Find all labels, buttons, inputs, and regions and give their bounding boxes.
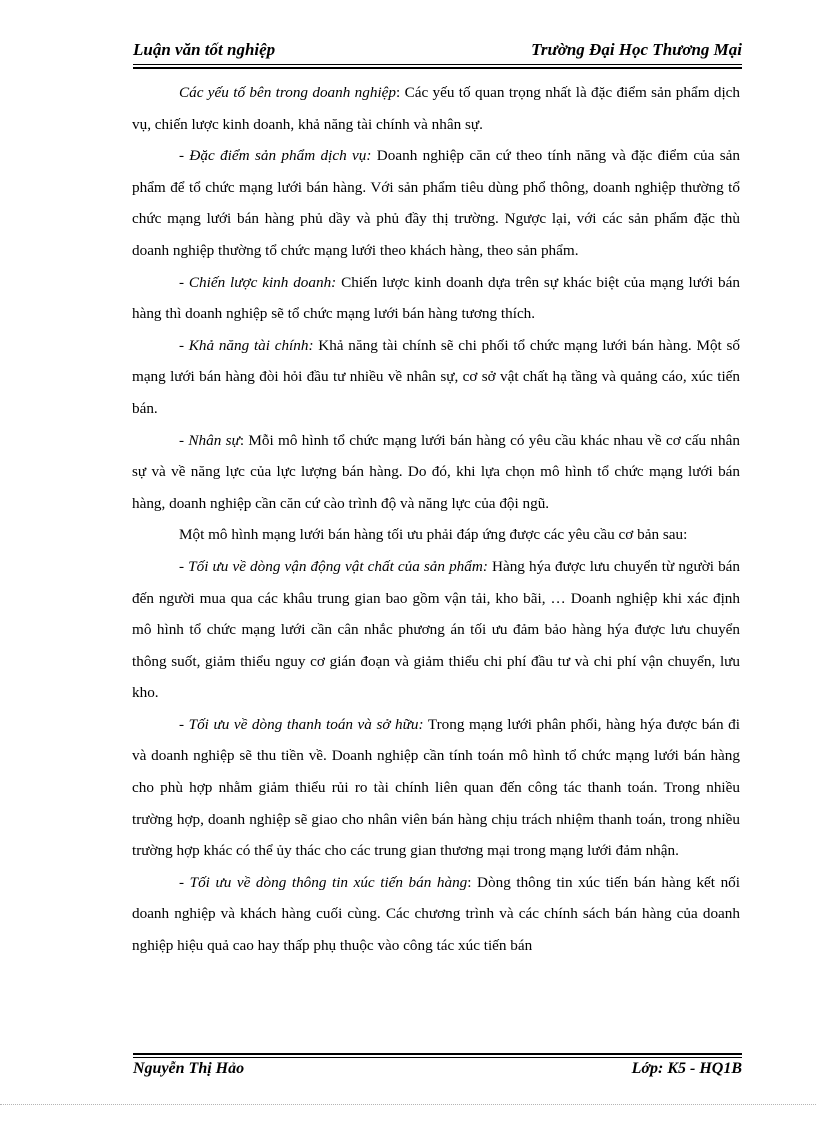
footer-rule-thin [133, 1057, 742, 1058]
document-body [132, 77, 740, 962]
paragraph-lead: Tối ưu về dòng thông tin xúc tiến bán hàng [189, 873, 468, 891]
paragraph-product-features: - Đặc điểm sản phẩm dịch vụ: Doanh nghiệp căn cứ theo tính năng và đặc điểm của sản phẩm để tổ chức mạng lưới bán hàng. Với sản phẩm tiêu dùng phổ thông, doanh nghiệp thường tổ chức mạng lưới bán hàng phủ dầy và phủ đầy thị trường. Ngược lại, với các sản phẩm đặc thù doanh nghiệp thường tổ chức mạng lưới theo khách hàng, theo sản phẩm. [132, 147, 740, 259]
page-footer [133, 1060, 742, 1084]
paragraph-lead: Tối ưu về dòng thanh toán và sở hữu: [188, 715, 424, 733]
paragraph-payment-flow: - Tối ưu về dòng thanh toán và sở hữu: Trong mạng lưới phân phối, hàng hýa được bán đi và doanh nghiệp sẽ thu tiền về. Doanh nghiệp cần tính toán mô hình tổ chức mạng lưới bán hàng cho phù hợp nhằm giảm thiểu rủi ro tài chính liên quan đến công tác thanh toán. Trong nhiều trường hợp, doanh nghiệp sẽ giao cho nhân viên bán hàng chịu trách nhiệm thanh toán, trong nhiều trường hợp khác có thể ủy thác cho các trung gian thương mại trong mạng lưới đảm nhận. [132, 715, 740, 860]
footer-rule-thick [133, 1053, 742, 1055]
header-rule-thick [133, 67, 742, 69]
paragraph-business-strategy: - Chiến lược kinh doanh: Chiến lược kinh doanh dựa trên sự khác biệt của mạng lưới bán hàng thì doanh nghiệp sẽ tổ chức mạng lưới bán hàng tương thích. [132, 273, 740, 323]
page-break-line [0, 1104, 816, 1105]
page-header [133, 40, 742, 66]
paragraph-lead: Tối ưu về dòng vận động vật chất của sản phẩm: [188, 557, 488, 575]
paragraph-information-flow: - Tối ưu về dòng thông tin xúc tiến bán hàng: Dòng thông tin xúc tiến bán hàng kết nối doanh nghiệp và khách hàng cuối cùng. Các chương trình và các chính sách bán hàng của doanh nghiệp hiệu quả cao hay thấp phụ thuộc vào công tác xúc tiến bán [132, 873, 740, 955]
header-rule-thin [133, 64, 742, 65]
paragraph-lead: Chiến lược kinh doanh: [188, 273, 337, 291]
paragraph-internal-factors: Các yếu tố bên trong doanh nghiệp: Các yếu tố quan trọng nhất là đặc điểm sản phẩm dịch vụ, chiến lược kinh doanh, khả năng tài chính và nhân sự. [132, 84, 741, 133]
footer-class: Lớp: K5 - HQ1B [631, 1060, 742, 1077]
paragraph-personnel: - Nhân sự: Mỗi mô hình tổ chức mạng lưới bán hàng có yêu cầu khác nhau về cơ cấu nhân sự và về năng lực của lực lượng bán hàng. Do đó, khi lựa chọn mô hình tổ chức mạng lưới bán hàng, doanh nghiệp cần căn cứ cào trình độ và năng lực của đội ngũ. [132, 431, 740, 512]
paragraph-lead: Đặc điểm sản phẩm dịch vụ: [189, 147, 372, 165]
footer-author: Nguyễn Thị Hảo [133, 1060, 245, 1077]
paragraph-material-flow: - Tối ưu về dòng vận động vật chất của sản phẩm: Hàng hýa được lưu chuyển từ người bán đến người mua qua các khâu trung gian bao gồm vận tải, kho bãi, … Doanh nghiệp khi xác định mô hình tổ chức mạng lưới cần cân nhắc phương án tối ưu đảm bảo hàng hýa được lưu chuyển thông suốt, giảm thiểu nguy cơ gián đoạn và giảm thiểu chi phí đầu tư và chi phí vận chuyển, lưu kho. [132, 557, 741, 702]
paragraph-lead: Các yếu tố bên trong doanh nghiệp [179, 84, 397, 101]
header-thesis-title: Luận văn tốt nghiệp [133, 40, 276, 59]
paragraph-requirements-intro: Một mô hình mạng lưới bán hàng tối ưu phải đáp ứng được các yêu cầu cơ bản sau: [179, 526, 688, 544]
header-university: Trường Đại Học Thương Mại [531, 40, 742, 59]
paragraph-lead: Nhân sự [188, 431, 240, 449]
paragraph-financial-capacity: - Khả năng tài chính: Khả năng tài chính sẽ chi phối tổ chức mạng lưới bán hàng. Một số mạng lưới bán hàng đòi hỏi đầu tư nhiều về nhân sự, cơ sở vật chất hạ tầng và quảng cáo, xúc tiến bán. [132, 336, 741, 417]
paragraph-lead: Khả năng tài chính: [188, 336, 314, 354]
